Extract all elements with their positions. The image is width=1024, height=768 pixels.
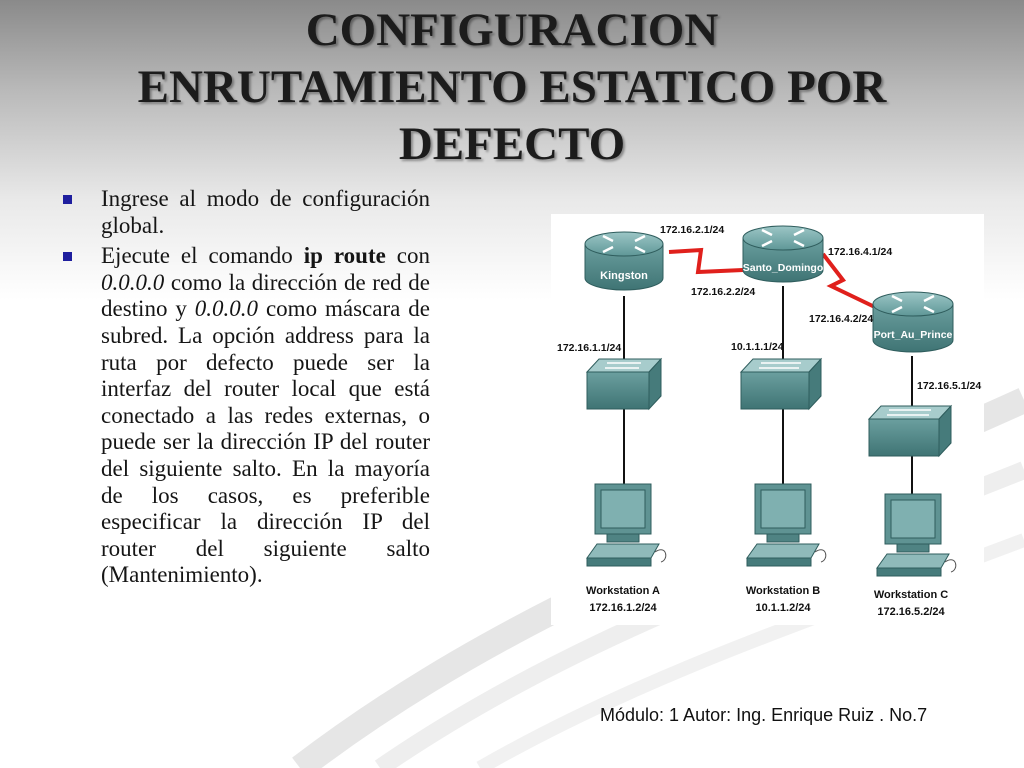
address-text: 0.0.0.0 bbox=[101, 269, 165, 295]
ip-label: 172.16.5.1/24 bbox=[917, 380, 982, 392]
router-label: Port_Au_Prince bbox=[873, 329, 953, 341]
workstation-label: Workstation B bbox=[745, 585, 821, 597]
ip-label: 172.16.1.1/24 bbox=[557, 342, 622, 354]
title-line-1: CONFIGURACION bbox=[305, 4, 719, 56]
serial-link-santo-port bbox=[823, 254, 881, 310]
switch-icon bbox=[587, 359, 661, 409]
router-icon bbox=[873, 292, 953, 352]
bullet-text: Ingrese al modo de configuración global. bbox=[101, 186, 430, 238]
workstation-icon bbox=[747, 484, 826, 566]
bullet-text-part: como máscara de subred. La opción address para la ruta por defecto puede ser la interfaz del router local que está conectado a las redes externas, o puede ser la dirección IP del router del siguiente salto. En la mayoría de los casos, es preferible especificar la dirección IP del router del siguiente salto (Mantenimiento). bbox=[101, 296, 430, 588]
bullet-item bbox=[60, 243, 430, 589]
slide-footer: Módulo: 1 Autor: Ing. Enrique Ruiz . No.7 bbox=[600, 705, 928, 725]
ip-label: 172.16.2.2/24 bbox=[691, 286, 756, 298]
bullet-text-part: como la dirección de red de destino y bbox=[101, 269, 430, 322]
workstation-ip: 172.16.1.2/24 bbox=[589, 602, 657, 614]
ip-label: 172.16.2.1/24 bbox=[660, 224, 725, 236]
square-bullet-icon bbox=[63, 252, 72, 261]
workstation-ip: 172.16.5.2/24 bbox=[877, 606, 945, 618]
ip-label: 10.1.1.1/24 bbox=[731, 341, 784, 353]
mask-text: 0.0.0.0 bbox=[194, 296, 259, 322]
switch-icon bbox=[869, 406, 951, 456]
bullet-list bbox=[60, 186, 430, 593]
router-label: Kingston bbox=[600, 270, 648, 282]
bullet-item bbox=[60, 186, 430, 239]
square-bullet-icon bbox=[63, 195, 72, 204]
workstation-ip: 10.1.1.2/24 bbox=[755, 602, 811, 614]
workstation-icon bbox=[877, 494, 956, 576]
switch-icon bbox=[741, 359, 821, 409]
title-line-2: ENRUTAMIENTO ESTATICO POR bbox=[137, 61, 887, 113]
workstation-label: Workstation A bbox=[586, 585, 660, 597]
bullet-text-part: Ejecute el comando bbox=[101, 243, 304, 269]
router-label: Santo_Domingo bbox=[742, 262, 824, 274]
workstation-label: Workstation C bbox=[873, 589, 949, 601]
slide-title bbox=[0, 2, 1024, 173]
workstation-icon bbox=[587, 484, 666, 566]
serial-link-kingston-santo bbox=[669, 250, 743, 272]
title-line-3: DEFECTO bbox=[398, 118, 626, 170]
network-diagram bbox=[551, 214, 984, 625]
ip-label: 172.16.4.1/24 bbox=[828, 246, 893, 258]
ip-label: 172.16.4.2/24 bbox=[809, 313, 874, 325]
command-text: ip route bbox=[303, 243, 386, 269]
bullet-text-part: con bbox=[385, 243, 430, 269]
